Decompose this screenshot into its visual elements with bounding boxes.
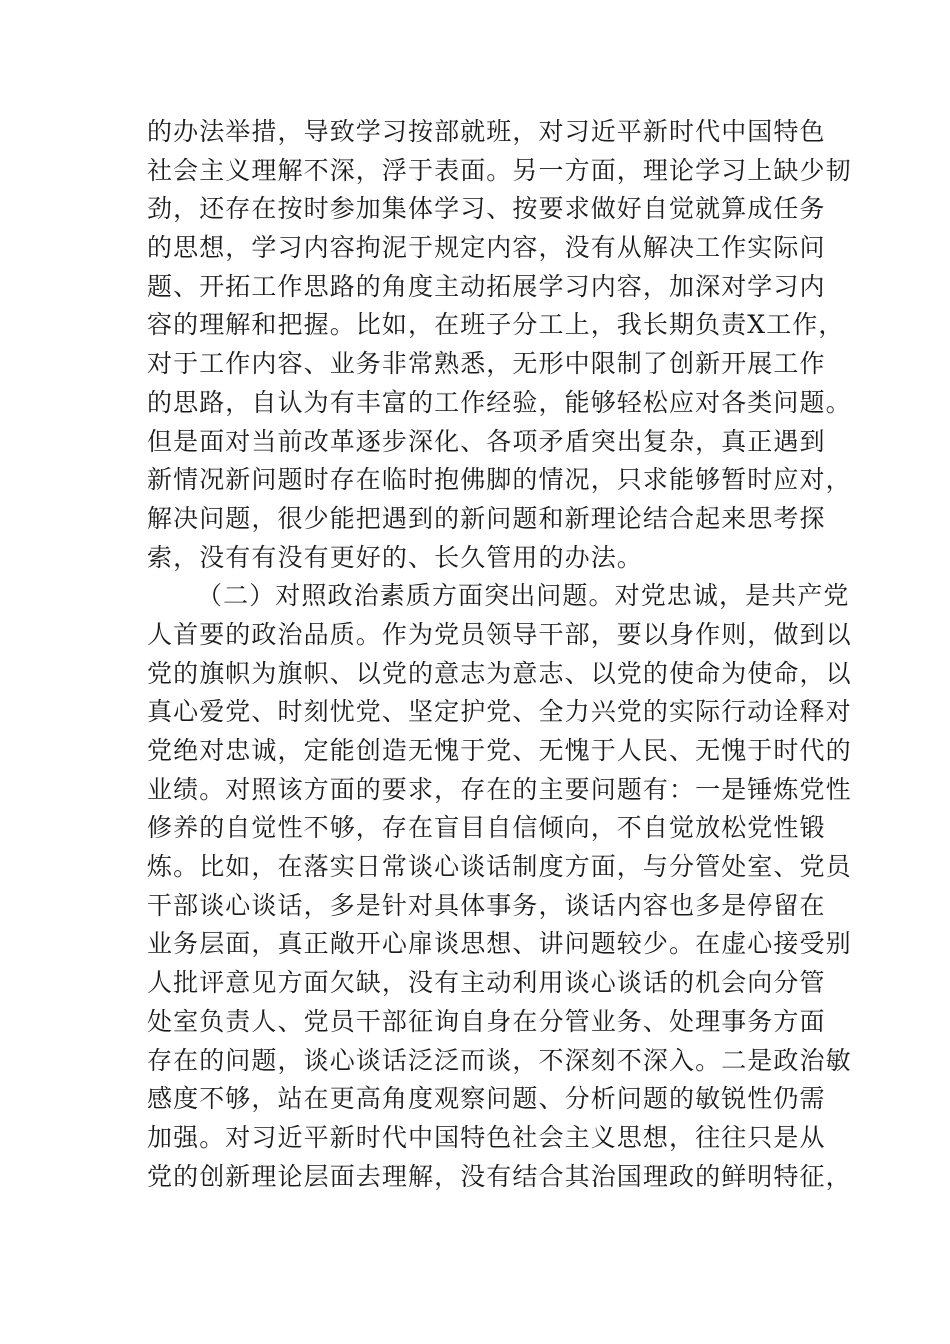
text-line: 劲，还存在按时参加集体学习、按要求做好自觉就算成任务 xyxy=(147,194,826,224)
text-line: 题、开拓工作思路的角度主动拓展学习内容，加深对学习内 xyxy=(147,271,826,301)
text-line: 解决问题，很少能把遇到的新问题和新理论结合起来思考探 xyxy=(147,503,826,533)
text-line: 人批评意见方面欠缺，没有主动利用谈心谈话的机会向分管 xyxy=(147,968,826,998)
text-line: 新情况新问题时存在临时抱佛脚的情况，只求能够暂时应对， xyxy=(147,465,852,495)
text-line: 修养的自觉性不够，存在盲目自信倾向，不自觉放松党性锻 xyxy=(147,813,826,843)
text-line: 加强。对习近平新时代中国特色社会主义思想，往往只是从 xyxy=(147,1122,826,1152)
text-line: 存在的问题，谈心谈话泛泛而谈，不深刻不深入。二是政治敏 xyxy=(147,1045,852,1075)
text-line: 党的创新理论层面去理解，没有结合其治国理政的鲜明特征， xyxy=(147,1161,852,1191)
text-line: 干部谈心谈话，多是针对具体事务，谈话内容也多是停留在 xyxy=(147,890,826,920)
text-line: 的思想，学习内容拘泥于规定内容，没有从解决工作实际问 xyxy=(147,233,826,263)
text-line: 党绝对忠诚，定能创造无愧于党、无愧于人民、无愧于时代的 xyxy=(147,736,852,765)
text-line: 社会主义理解不深，浮于表面。另一方面，理论学习上缺少韧 xyxy=(147,155,852,185)
body-text xyxy=(147,113,852,1196)
text-line: 处室负责人、党员干部征询自身在分管业务、处理事务方面 xyxy=(147,1006,826,1036)
section-heading-line: （二）对照政治素质方面突出问题。对党忠诚，是共产党 xyxy=(197,581,850,611)
text-line: 党的旗帜为旗帜、以党的意志为意志、以党的使命为使命，以 xyxy=(147,658,852,688)
text-line: 人首要的政治品质。作为党员领导干部，要以身作则，做到以 xyxy=(147,619,852,649)
text-line: 容的理解和把握。比如，在班子分工上，我长期负责X工作， xyxy=(147,310,845,340)
text-line: 真心爱党、时刻忧党、坚定护党、全力兴党的实际行动诠释对 xyxy=(147,697,852,727)
text-line: 索，没有有没有更好的、长久管用的办法。 xyxy=(147,542,643,572)
text-line: 业务层面，真正敞开心扉谈思想、讲问题较少。在虚心接受别 xyxy=(147,929,852,959)
text-line: 的思路，自认为有丰富的工作经验，能够轻松应对各类问题。 xyxy=(147,387,852,417)
text-line: 对于工作内容、业务非常熟悉，无形中限制了创新开展工作 xyxy=(147,349,826,379)
text-line: 的办法举措，导致学习按部就班，对习近平新时代中国特色 xyxy=(147,117,826,146)
text-line: 但是面对当前改革逐步深化、各项矛盾突出复杂，真正遇到 xyxy=(147,426,826,456)
text-line: 业绩。对照该方面的要求，存在的主要问题有：一是锤炼党性 xyxy=(147,774,852,804)
text-line: 炼。比如，在落实日常谈心谈话制度方面，与分管处室、党员 xyxy=(147,852,852,882)
text-line: 感度不够，站在更高角度观察问题、分析问题的敏锐性仍需 xyxy=(147,1084,826,1114)
